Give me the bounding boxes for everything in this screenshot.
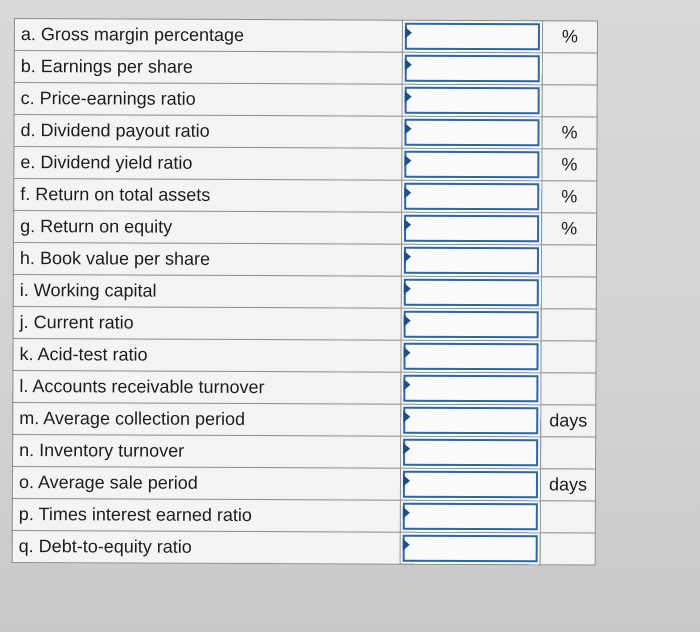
- table-row: [13, 274, 596, 309]
- table-row: [14, 115, 597, 150]
- answer-cell: [401, 404, 541, 437]
- unit-label: [541, 309, 596, 341]
- answer-input[interactable]: [403, 407, 538, 435]
- table-row: [13, 306, 596, 341]
- ratio-label: k. Acid-test ratio: [13, 338, 401, 372]
- unit-label: days: [540, 469, 595, 501]
- answer-input[interactable]: [404, 279, 539, 307]
- unit-label: [541, 245, 596, 277]
- answer-input[interactable]: [403, 375, 538, 403]
- answer-input[interactable]: [404, 311, 539, 339]
- table-row: [14, 51, 597, 86]
- answer-input[interactable]: [405, 55, 540, 83]
- unit-label: [541, 341, 596, 373]
- answer-input[interactable]: [404, 343, 539, 371]
- ratio-label: n. Inventory turnover: [13, 434, 401, 468]
- table-row: [12, 466, 595, 501]
- answer-input[interactable]: [404, 247, 539, 275]
- answer-cell: [402, 52, 542, 85]
- unit-label: %: [542, 149, 597, 181]
- table-row: [14, 147, 597, 182]
- answer-cell: [401, 436, 541, 469]
- unit-label: %: [542, 117, 597, 149]
- answer-cell: [401, 308, 541, 341]
- ratio-label: a. Gross margin percentage: [14, 19, 402, 53]
- ratio-label: c. Price-earnings ratio: [14, 83, 402, 117]
- answer-cell: [402, 148, 542, 181]
- table-row: [13, 338, 596, 373]
- answer-input[interactable]: [405, 119, 540, 147]
- answer-input[interactable]: [404, 151, 539, 179]
- answer-input[interactable]: [403, 503, 538, 531]
- table-row: [13, 402, 596, 437]
- ratio-label: e. Dividend yield ratio: [14, 147, 402, 181]
- ratio-label: p. Times interest earned ratio: [12, 498, 400, 532]
- unit-label: %: [542, 213, 597, 245]
- answer-input[interactable]: [403, 439, 538, 467]
- answer-cell: [402, 20, 542, 53]
- unit-label: [541, 277, 596, 309]
- unit-label: %: [542, 21, 597, 53]
- answer-cell: [401, 276, 541, 309]
- ratio-label: d. Dividend payout ratio: [14, 115, 402, 149]
- unit-label: %: [542, 181, 597, 213]
- ratio-label: g. Return on equity: [14, 211, 402, 245]
- unit-label: [542, 85, 597, 117]
- answer-cell: [402, 180, 542, 213]
- ratio-label: m. Average collection period: [13, 402, 401, 436]
- answer-cell: [400, 468, 540, 501]
- unit-label: days: [541, 405, 596, 437]
- answer-cell: [402, 116, 542, 149]
- ratio-label: l. Accounts receivable turnover: [13, 370, 401, 404]
- answer-cell: [401, 372, 541, 405]
- table-row: [14, 211, 597, 246]
- answer-input[interactable]: [405, 87, 540, 115]
- answer-cell: [402, 84, 542, 117]
- table-row: [14, 83, 597, 118]
- unit-label: [542, 53, 597, 85]
- unit-label: [540, 533, 595, 565]
- unit-label: [541, 373, 596, 405]
- table-row: [13, 243, 596, 278]
- ratio-label: o. Average sale period: [12, 466, 400, 500]
- ratio-label: b. Earnings per share: [14, 51, 402, 85]
- answer-input[interactable]: [404, 183, 539, 211]
- ratio-table-body: [12, 19, 597, 566]
- answer-input[interactable]: [403, 471, 538, 499]
- answer-input[interactable]: [403, 535, 538, 563]
- answer-input[interactable]: [404, 215, 539, 243]
- answer-cell: [401, 244, 541, 277]
- answer-cell: [400, 532, 540, 565]
- table-row: [12, 530, 595, 565]
- unit-label: [540, 501, 595, 533]
- table-row: [14, 19, 597, 54]
- table-row: [13, 370, 596, 405]
- table-row: [14, 179, 597, 214]
- answer-cell: [400, 500, 540, 533]
- ratio-label: f. Return on total assets: [14, 179, 402, 213]
- ratio-label: i. Working capital: [13, 274, 401, 308]
- ratio-answer-table: [12, 18, 598, 566]
- answer-cell: [401, 340, 541, 373]
- unit-label: [541, 437, 596, 469]
- ratio-label: q. Debt-to-equity ratio: [12, 530, 400, 564]
- ratio-label: h. Book value per share: [13, 243, 401, 277]
- ratio-label: j. Current ratio: [13, 306, 401, 340]
- answer-cell: [402, 212, 542, 245]
- answer-input[interactable]: [405, 23, 540, 51]
- table-row: [12, 498, 595, 533]
- table-row: [13, 434, 596, 469]
